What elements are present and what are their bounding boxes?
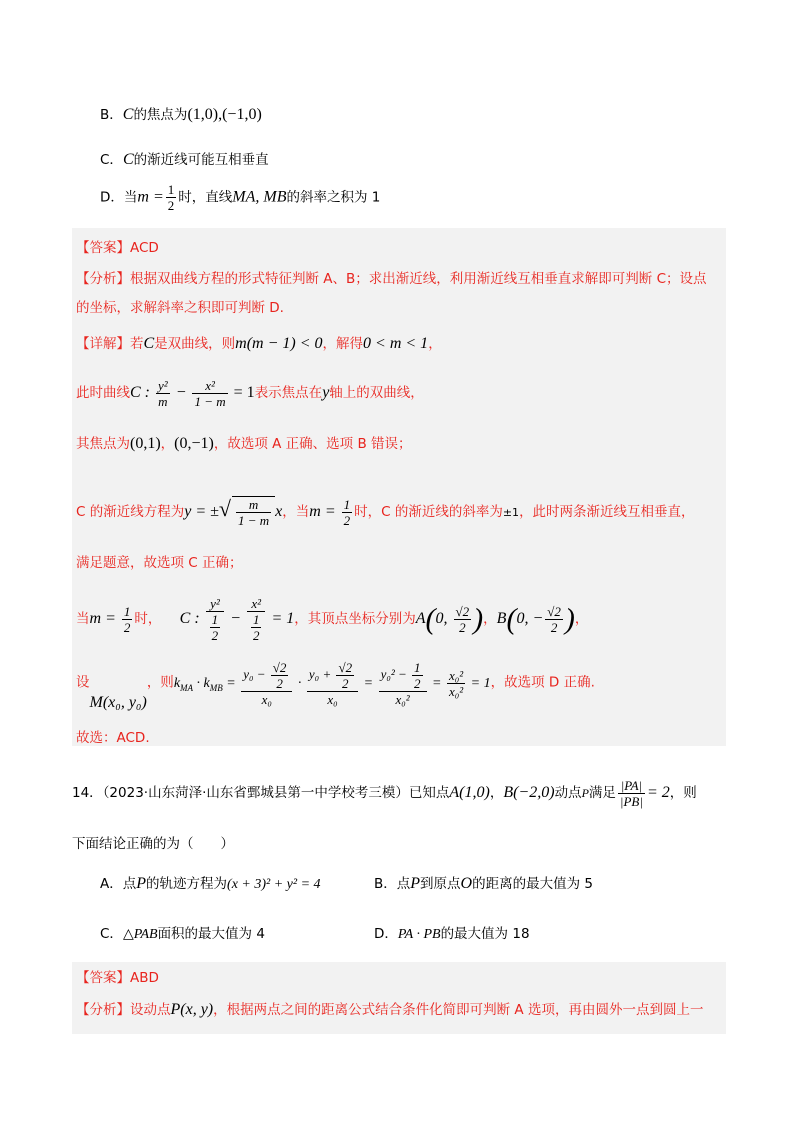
text: 表示焦点在 [254, 385, 323, 402]
text: ，此时两条渐近线互相垂直， [519, 504, 695, 521]
math-vertex-b: B(0, − $\frac{√2}{2}$ ) [496, 602, 575, 636]
option-text: 的轨迹方程为 [146, 876, 228, 892]
text: 时， [134, 611, 162, 628]
math-range: 0 < m < 1 [363, 335, 429, 352]
option-text: 时，直线 [178, 189, 233, 206]
option-text: 面积的最大值为 4 [157, 926, 265, 942]
math-hyperbola-half: C : $\frac{\text{y²}}{\frac{1}{2}}$ − $\frac{\text{x²}}{\frac{1}{2}}$ = 1 [179, 596, 295, 643]
math-m-half: m = $\frac{1}{2}$ [309, 497, 351, 528]
math-point: (0,−1) [174, 435, 214, 452]
question-text: （2023·山东菏泽·山东省鄄城县第一中学校考三模）已知点 [102, 785, 450, 802]
text: ， [483, 611, 497, 628]
math-eq: = 1 [233, 384, 255, 402]
math-p: P [581, 786, 589, 801]
option-label: A．点 [100, 876, 137, 892]
text: 【详解】若 [76, 336, 144, 352]
question-text: 满足 [588, 785, 616, 802]
text: ， [160, 436, 175, 452]
text: 轴上的双曲线， [329, 385, 424, 402]
option-text: 的渐近线可能互相垂直 [133, 152, 269, 168]
solution-box [72, 228, 726, 746]
math-ratio: $\frac{|PA|}{|PB|}$ = 2 [619, 778, 670, 809]
detail-line-1 [76, 332, 442, 353]
option-label: D． [374, 926, 398, 942]
math-p: P [410, 875, 421, 892]
option-a [100, 872, 321, 893]
text: ，其顶点坐标分别为 [294, 611, 416, 628]
text: 此时曲线 [76, 385, 130, 402]
text: ，则 [146, 674, 174, 691]
math-asymptote: y = ±√ $\frac{m}{1 - m}$ x [184, 496, 283, 528]
option-text: 的距离的最大值为 5 [472, 876, 593, 892]
option-text: 的最大值为 18 [440, 926, 530, 942]
option-b [374, 872, 593, 893]
math-m: m = [137, 188, 164, 206]
detail-line-8: 故选：ACD. [76, 730, 150, 746]
text: ， [428, 336, 442, 352]
math-point-m: M(x₀, y₀) [89, 693, 147, 711]
math-o: O [460, 875, 473, 892]
math-y: y [322, 384, 330, 402]
option-text: 的焦点为 [133, 107, 188, 123]
text: ，故选项 A 正确、选项 B 错误； [213, 436, 412, 452]
question-text: ，则 [669, 785, 697, 802]
math-point-b: B(−2,0) [503, 784, 555, 802]
math-triangle: △PAB [122, 927, 158, 942]
text: ，解得 [322, 336, 364, 352]
option-c [100, 922, 265, 943]
answer-line: 【答案】ACD [76, 240, 159, 256]
math-slope-product: $k_{MA} \cdot k_{MB}$ = y₀ − $\frac{√2}{2}$ x₀ · y₀ + $\frac{√2}{2}$ x₀ = y₀² − $\frac{1}{2}$ x₀² = $\frac{\text{x₀²}}{\text{x₀²}}$ = 1 [173, 660, 491, 707]
math-c: C [122, 106, 134, 123]
text: 时，C 的渐近线的斜率为 [354, 504, 503, 521]
text: 【分析】设动点 [76, 1002, 171, 1018]
option-label: D．当 [100, 189, 138, 206]
question-14-stem [72, 778, 697, 809]
option-text: 到原点 [420, 876, 461, 892]
option-label: C． [100, 152, 123, 168]
detail-line-6: 当m = $\frac{1}{2}$ 时， C : $\frac{\text{y²}}{\frac{1}{2}}$ − $\frac{\text{x²}}{\frac{1}{2}}$ = 1，其顶点坐标分别为A(0, $\frac{√2}{2}$ )，B(0, − $\frac{√2}{2}$ )， [76, 596, 589, 643]
option-c [100, 148, 269, 169]
math-dot-product: PA · PB [397, 927, 441, 942]
text: ，根据两点之间的距离公式结合条件化简即可判断 A 选项，再由圆外一点到圆上一 [213, 1002, 704, 1018]
math-slope: ±1 [502, 506, 520, 520]
math-vertex-a: A(0, $\frac{√2}{2}$ ) [415, 602, 484, 636]
solution-box-14 [72, 962, 726, 1034]
analysis-line-2: 的坐标，求解斜率之积即可判断 D. [76, 300, 284, 316]
math-c: C [122, 151, 134, 168]
math-foci: (1,0),(−1,0) [187, 106, 262, 123]
text: ，故选项 D 正确. [490, 674, 595, 691]
math-inequality: m(m − 1) < 0 [235, 335, 323, 352]
detail-line-4 [76, 496, 695, 528]
text: C 的渐近线方程为 [76, 504, 185, 521]
math-p: P [136, 875, 147, 892]
math-point: (0,1) [130, 435, 161, 452]
numerator: 1 [167, 182, 175, 197]
detail-line-2 [76, 378, 424, 409]
text: ， [489, 785, 504, 802]
option-d [100, 182, 380, 213]
math-lines: MA, MB [232, 188, 287, 206]
math-c: C [143, 335, 155, 352]
fraction-half [166, 182, 177, 213]
math-circle: (x + 3)² + y² = 4 [227, 877, 321, 892]
text: ，当 [282, 504, 310, 521]
text: 是双曲线，则 [154, 336, 236, 352]
option-label: B． [100, 107, 123, 123]
math-hyperbola: C : $\frac{\text{y²}}{m}$ − $\frac{\text{x²}}{1 - m}$ [130, 378, 226, 409]
text: 其焦点为 [76, 436, 130, 452]
question-14-line-2: 下面结论正确的为（ ） [72, 836, 234, 852]
math-p: P(x, y) [170, 1001, 214, 1018]
detail-line-7 [76, 660, 595, 711]
detail-line-5: 满足题意，故选项 C 正确； [76, 555, 243, 571]
analysis-line [76, 998, 703, 1019]
analysis-line-1: 【分析】根据双曲线方程的形式特征判断 A、B；求出渐近线，利用渐近线互相垂直求解即可判断 C；设点 [76, 271, 707, 287]
option-b [100, 103, 262, 124]
text: 设 [76, 674, 90, 691]
math-m-half: m = $\frac{1}{2}$ [89, 604, 131, 635]
math-point-a: A(1,0) [449, 784, 490, 802]
question-text: 动点 [554, 785, 582, 802]
answer-line: 【答案】ABD [76, 970, 159, 986]
option-d [374, 922, 530, 943]
detail-line-3 [76, 432, 412, 453]
question-number: 14． [72, 785, 103, 802]
option-text: 的斜率之积为 1 [286, 189, 381, 206]
text: 当 [76, 611, 90, 628]
denominator: 2 [167, 198, 175, 213]
option-label: C． [100, 926, 123, 942]
option-label: B．点 [374, 876, 411, 892]
